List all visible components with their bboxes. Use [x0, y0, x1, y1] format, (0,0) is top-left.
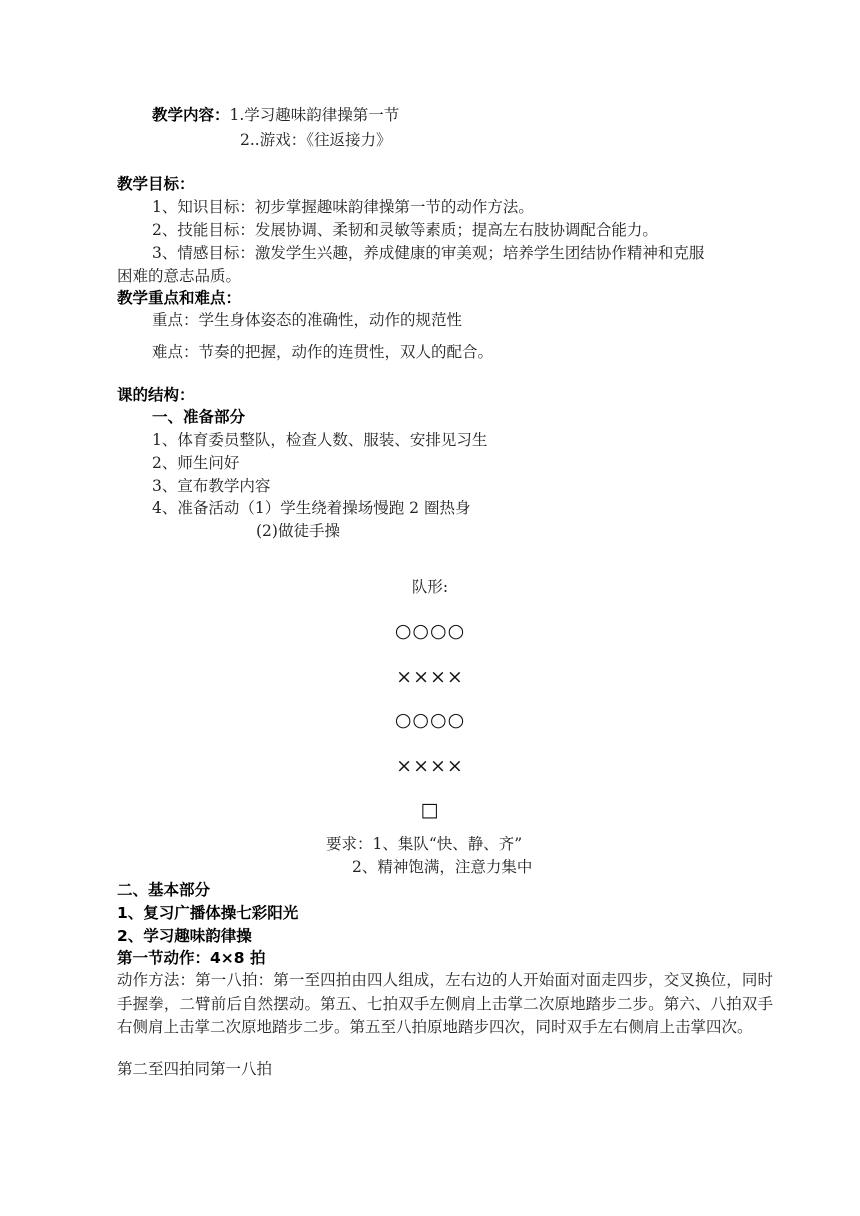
formation-label: 队形:	[411, 578, 449, 596]
basic-item-2: 2、学习趣味韵律操	[117, 927, 252, 945]
objective-emotion: 3、情感目标：激发学生兴趣，养成健康的审美观；培养学生团结协作精神和克服	[152, 244, 705, 262]
requirement-2: 2、精神饱满，注意力集中	[352, 858, 533, 876]
structure-step-3: 3、宣布教学内容	[152, 477, 271, 495]
key-points-heading: 教学重点和难点：	[117, 289, 242, 307]
basic-item-1: 1、复习广播体操七彩阳光	[117, 904, 299, 922]
part-one-heading: 一、准备部分	[152, 408, 246, 426]
formation-row-crosses-2: ××××	[396, 755, 464, 777]
objective-emotion-cont: 困难的意志品质。	[117, 267, 242, 285]
structure-step-4: 4、准备活动（1）学生绕着操场慢跑 2 圈热身	[152, 499, 471, 517]
structure-step-2: 2、师生问好	[152, 454, 240, 472]
structure-step-4b: (2)做徒手操	[256, 522, 340, 540]
content-line-1	[152, 104, 399, 126]
movement-repeat-note: 第二至四拍同第一八拍	[117, 1060, 273, 1078]
objective-knowledge: 1、知识目标：初步掌握趣味韵律操第一节的动作方法。	[152, 198, 534, 216]
formation-row-circles-2: ○○○○	[394, 709, 466, 731]
objectives-heading: 教学目标：	[117, 175, 195, 193]
section-one-heading: 第一节动作：4×8 拍	[117, 949, 266, 967]
formation-row-crosses-1: ××××	[396, 666, 464, 688]
difficulty-point: 难点：节奏的把握，动作的连贯性，双人的配合。	[152, 343, 494, 361]
requirement-1: 要求：1、集队“快、静、齐”	[326, 835, 523, 853]
movement-method-paragraph: 动作方法：第一八拍：第一至四拍由四人组成，左右边的人开始面对面走四步，交叉换位，同时手握拳，二臂前后自然摆动。第五、七拍双手左侧肩上击掌二次原地踏步二步。第六、八拍双手右侧肩上击掌二次原地踏步二步。第五至八拍原地踏步四次，同时双手左右侧肩上击掌四次。	[117, 971, 773, 1036]
content-item-1: 1.学习趣味韵律操第一节	[229, 106, 400, 124]
structure-step-1: 1、体育委员整队，检查人数、服装、安排见习生	[152, 431, 488, 449]
focus-point: 重点：学生身体姿态的准确性，动作的规范性	[152, 311, 463, 329]
formation-row-circles-1: ○○○○	[394, 620, 466, 642]
objective-skill: 2、技能目标：发展协调、柔韧和灵敏等素质；提高左右肢协调配合能力。	[152, 221, 658, 239]
structure-heading: 课的结构：	[117, 386, 195, 404]
content-item-2: 2..游戏：《往返接力》	[240, 131, 392, 149]
teacher-position-icon: □	[420, 799, 440, 821]
content-label: 教学内容：	[152, 106, 230, 124]
basic-part-heading: 二、基本部分	[117, 881, 211, 899]
